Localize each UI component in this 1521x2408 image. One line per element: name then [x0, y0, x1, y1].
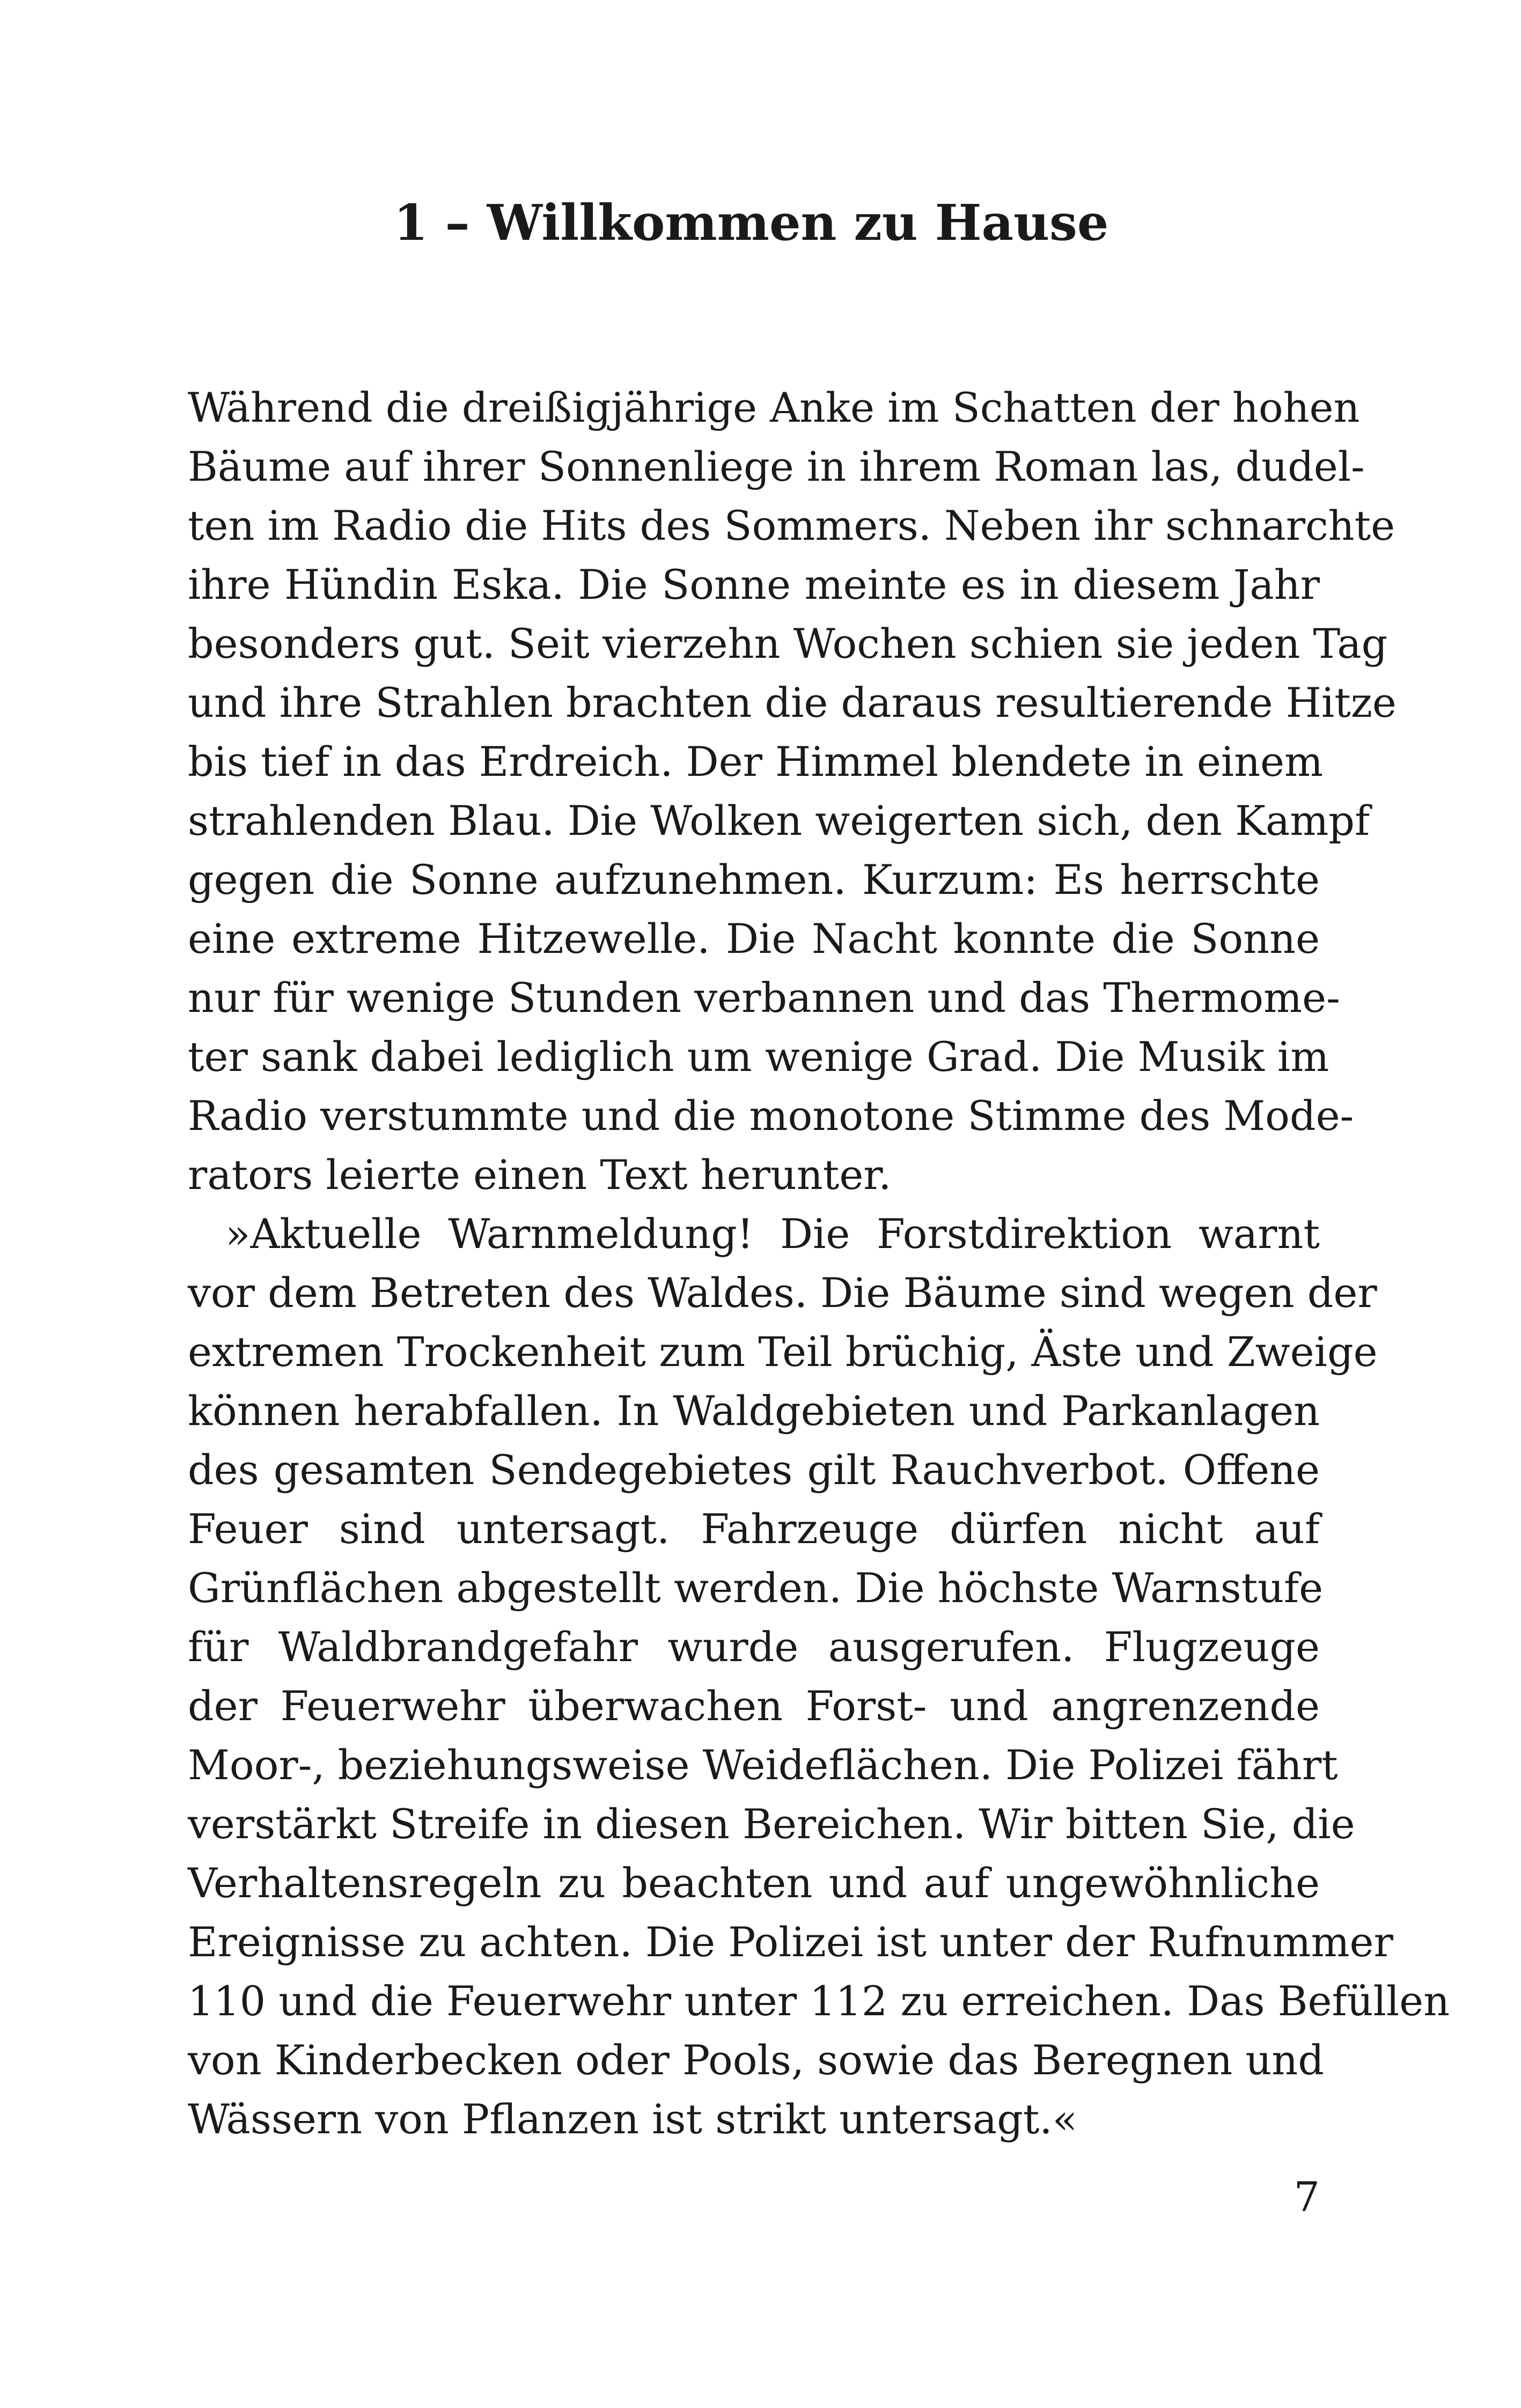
text-line: Moor-, beziehungsweise Weideflächen. Die Polizei fährt — [188, 1741, 1338, 1789]
text-line: von Kinderbecken oder Pools, sowie das Beregnen und — [188, 2036, 1324, 2084]
text-line: ter sank dabei lediglich um wenige Grad. Die Musik im — [188, 1033, 1329, 1081]
chapter-title: 1 – Willkommen zu Hause — [393, 194, 1109, 252]
text-line: nur für wenige Stunden verbannen und das Thermome- — [188, 974, 1340, 1022]
text-line: rators leierte einen Text herunter. — [188, 1151, 892, 1199]
text-line: Wässern von Pflanzen ist strikt untersagt.« — [188, 2095, 1078, 2143]
text-line: Ereignisse zu achten. Die Polizei ist unter der Rufnummer — [188, 1918, 1393, 1966]
text-line: bis tief in das Erdreich. Der Himmel blendete in einem — [188, 738, 1324, 785]
text-line: besonders gut. Seit vierzehn Wochen schien sie jeden Tag — [188, 620, 1388, 667]
text-line: extremen Trockenheit zum Teil brüchig, Äste und Zweige — [188, 1328, 1378, 1376]
text-line: gegen die Sonne aufzunehmen. Kurzum: Es herrschte — [188, 856, 1320, 904]
text-line: ten im Radio die Hits des Sommers. Neben ihr schnarchte — [188, 502, 1395, 549]
text-line: Verhaltensregeln zu beachten und auf ungewöhnliche — [188, 1859, 1320, 1907]
text-line: ihre Hündin Eska. Die Sonne meinte es in diesem Jahr — [188, 561, 1320, 608]
text-line: des gesamten Sendegebietes gilt Rauchverbot. Offene — [188, 1446, 1320, 1494]
text-line: »Aktuelle Warnmeldung! Die Forstdirektion warnt — [225, 1210, 1320, 1258]
text-line: Bäume auf ihrer Sonnenliege in ihrem Roman las, dudel- — [188, 443, 1365, 490]
body-text — [188, 378, 1450, 2149]
text-line: für Waldbrandgefahr wurde ausgerufen. Flugzeuge — [188, 1623, 1320, 1671]
text-line: verstärkt Streife in diesen Bereichen. Wir bitten Sie, die — [188, 1800, 1355, 1848]
text-line: Grünflächen abgestellt werden. Die höchste Warnstufe — [188, 1564, 1324, 1612]
text-line: Während die dreißigjährige Anke im Schatten der hohen — [188, 384, 1360, 431]
text-line: und ihre Strahlen brachten die daraus resultierende Hitze — [188, 679, 1397, 726]
text-line: Radio verstummte und die monotone Stimme des Mode- — [188, 1092, 1354, 1140]
page-number: 7 — [1294, 2173, 1320, 2221]
text-line: können herabfallen. In Waldgebieten und Parkanlagen — [188, 1387, 1320, 1435]
text-line: 110 und die Feuerwehr unter 112 zu erreichen. Das Befüllen — [188, 1977, 1450, 2025]
text-line: Feuer sind untersagt. Fahrzeuge dürfen nicht auf — [188, 1505, 1320, 1553]
text-line: strahlenden Blau. Die Wolken weigerten sich, den Kampf — [188, 797, 1370, 845]
text-line: der Feuerwehr überwachen Forst- und angrenzende — [188, 1682, 1320, 1730]
text-line: vor dem Betreten des Waldes. Die Bäume sind wegen der — [188, 1269, 1377, 1317]
text-line: eine extreme Hitzewelle. Die Nacht konnte die Sonne — [188, 915, 1320, 963]
